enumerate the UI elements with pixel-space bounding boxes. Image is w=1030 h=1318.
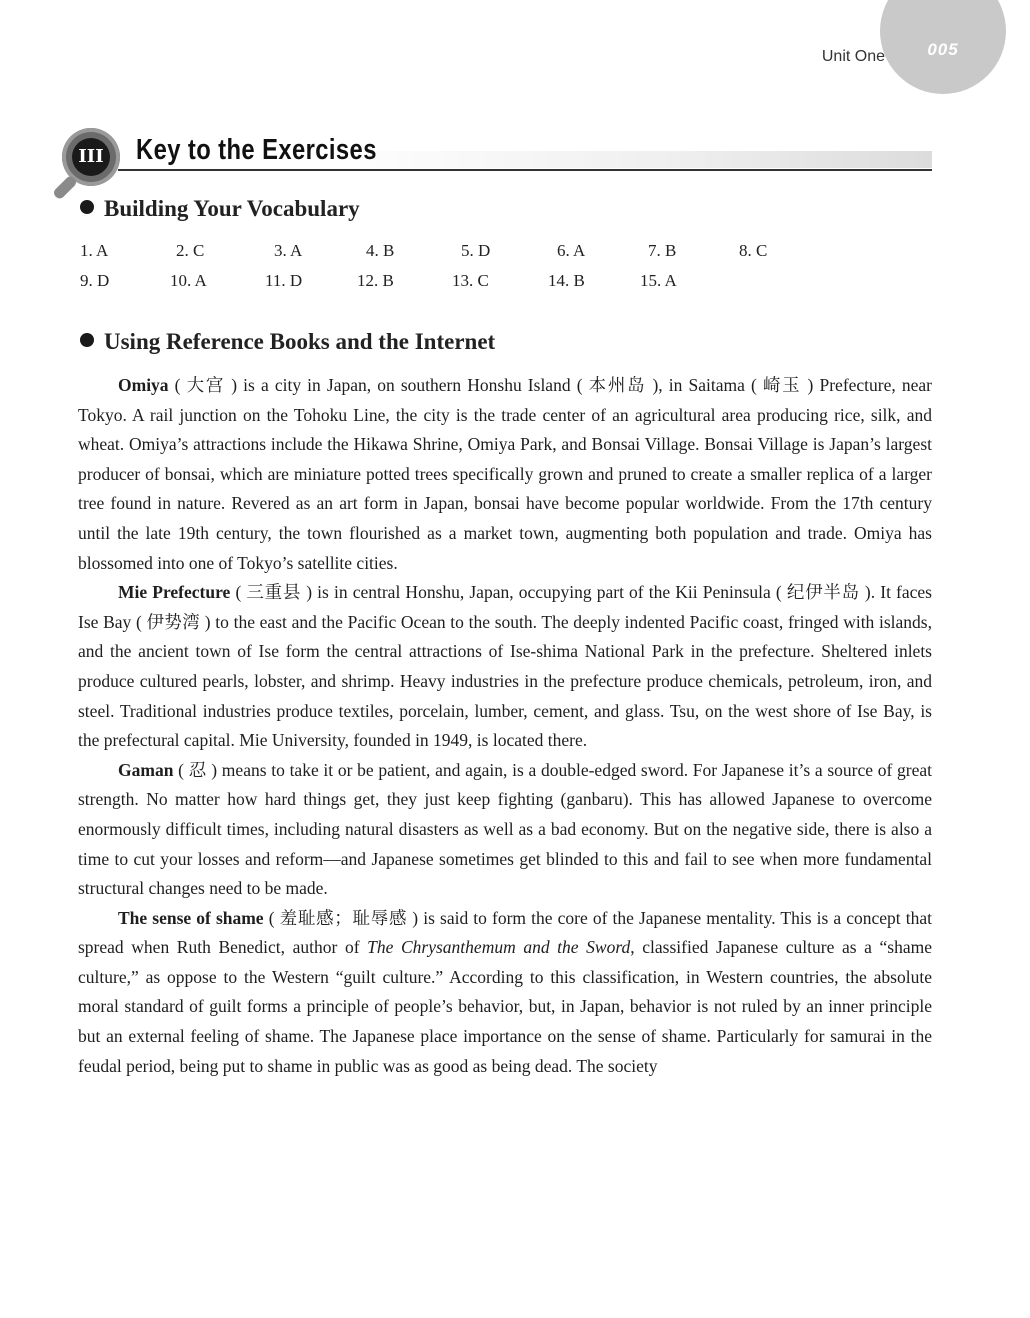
paragraph-text: ( 三重县 ) is in central Honshu, Japan, occupying part of the Kii Peninsula ( 纪伊半岛 ). It faces Ise Bay ( 伊势湾 ) to the east and the Pacific Ocean to the south. The deeply indented Pacific coast, fringed with islands, and the ancient town of Ise form the central attractions of Ise-shima National Park in the prefecture. Sheltered inlets produce cultured pearls, lobster, and shrimp. Heavy industries in the prefecture produce chemicals, petroleum, iron, and steel. Traditional industries produce textiles, porcelain, lumber, cement, and glass. Tsu, on the west shore of Ise Bay, is the prefectural capital. Mie University, founded in 1949, is located there. bbox=[78, 582, 932, 751]
term-shame: The sense of shame bbox=[118, 907, 264, 928]
answer-item: 1. A bbox=[80, 241, 109, 260]
term-gaman: Gaman bbox=[118, 759, 174, 780]
answer-item: 10. A bbox=[170, 271, 207, 290]
term-mie: Mie Prefecture bbox=[118, 582, 231, 603]
term-omiya: Omiya bbox=[118, 375, 169, 395]
bullet-icon bbox=[80, 333, 94, 347]
answer-item: 15. A bbox=[640, 271, 677, 290]
section-numeral: III bbox=[72, 138, 110, 176]
paragraph-omiya bbox=[78, 371, 932, 578]
answer-item: 3. A bbox=[274, 241, 303, 260]
unit-label: Unit One bbox=[821, 48, 885, 65]
answer-item: 8. C bbox=[739, 241, 768, 260]
answer-item: 2. C bbox=[176, 241, 205, 260]
bullet-icon bbox=[80, 200, 94, 214]
answer-item: 11. D bbox=[265, 271, 303, 290]
answer-item: 14. B bbox=[548, 271, 585, 290]
book-title: The Chrysanthemum and the Sword bbox=[367, 937, 631, 958]
answer-item: 7. B bbox=[648, 241, 677, 260]
reference-heading: Using Reference Books and the Internet bbox=[80, 329, 495, 355]
answer-item: 13. C bbox=[452, 271, 489, 290]
paragraph-text: ( 忍 ) means to take it or be patient, and again, is a double-edged sword. For Japanese it’s a source of great strength. No matter how hard things get, they just keep fighting (ganbaru). This has allowed Japanese to overcome enormously difficult times, including natural disasters as well as a bad economy. But on the negative side, there is also a time to cut your losses and reform—and Japanese sometimes get blinded to this and fail to see when more fundamental structural changes need to be made. bbox=[78, 759, 932, 899]
paragraph-text: ( 大宫 ) is a city in Japan, on southern Honshu Island ( 本州岛 ), in Saitama ( 崎玉 ) Prefecture, near Tokyo. A rail junction on the Tohoku Line, the city is the trade center of an agricultural area producing rice, silk, and wheat. Omiya’s attractions include the Hikawa Shrine, Omiya Park, and Bonsai Village. Bonsai Village is Japan’s largest producer of bonsai, which are miniature potted trees specifically grown and pruned to create a smaller replica of a larger tree found in nature. Revered as an art form in Japan, bonsai have become popular worldwide. From the 17th century until the late 19th century, the town flourished as a market town, augmenting both population and trade. Omiya has blossomed into one of Tokyo’s satellite cities. bbox=[78, 375, 932, 573]
paragraph-gaman bbox=[78, 756, 932, 904]
vocabulary-heading: Building Your Vocabulary bbox=[80, 196, 360, 222]
paragraph-text: ( 羞耻感；耻辱感 ) is said to form the core of the Japanese mentality. This is a concept that spread when Ruth Benedict, author of bbox=[78, 907, 933, 958]
paragraph-text: , classified Japanese culture as a “shame culture,” as oppose to the Western “guilt culture.” According to this classification, in Western countries, the absolute moral standard of guilt forms a principle of people’s behavior, but, in Japan, behavior is not ruled by an inner principle but an external feeling of shame. The Japanese place importance on the sense of shame. Particularly for samurai in the feudal period, being put to shame in public was as good as being dead. The society bbox=[78, 937, 932, 1076]
title-band bbox=[360, 151, 932, 168]
title-rule bbox=[118, 169, 932, 171]
reference-body bbox=[78, 371, 932, 1081]
answer-item: 9. D bbox=[80, 271, 110, 290]
section-title: Key to the Exercises bbox=[136, 134, 377, 166]
answer-item: 4. B bbox=[366, 241, 395, 260]
paragraph-shame bbox=[78, 904, 932, 1082]
magnifier-handle-icon bbox=[52, 174, 78, 200]
answer-item: 6. A bbox=[557, 241, 586, 260]
paragraph-mie bbox=[78, 578, 932, 756]
page-number: 005 bbox=[927, 40, 959, 59]
answer-item: 12. B bbox=[357, 271, 394, 290]
answer-item: 5. D bbox=[461, 241, 491, 260]
